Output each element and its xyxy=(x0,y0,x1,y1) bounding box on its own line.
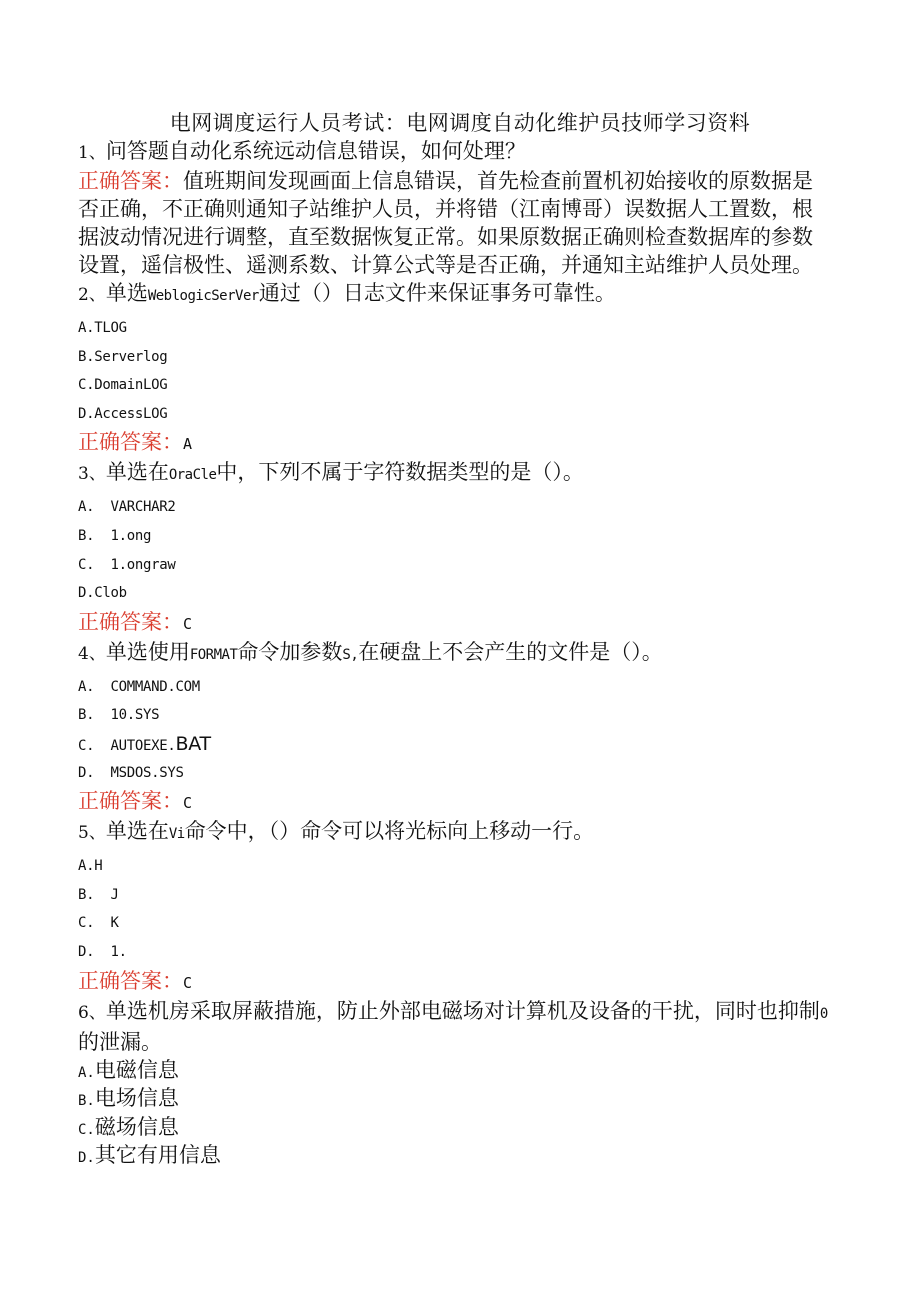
option-a: A. COMMAND.COM xyxy=(78,678,200,695)
question-5 xyxy=(78,817,828,996)
question-stem-pre: 单选 xyxy=(105,281,148,305)
option-text: 磁场信息 xyxy=(94,1114,179,1139)
option-a: A.H xyxy=(78,858,103,875)
option-b: B. 10.SYS xyxy=(78,707,160,724)
question-stem-post: 的泄漏。 xyxy=(78,1029,162,1054)
option-c-main: C. AUTOEXE. xyxy=(78,737,176,754)
question-3 xyxy=(78,458,828,637)
question-stem-pre: 单选使用 xyxy=(105,639,190,664)
option-a xyxy=(78,1056,828,1085)
answer-label: 正确答案： xyxy=(78,169,183,193)
question-5-text xyxy=(78,817,828,848)
question-6 xyxy=(78,997,828,1170)
question-stem-post: 在硬盘上不会产生的文件是（）。 xyxy=(358,639,663,664)
question-stem-term-2: S, xyxy=(342,646,359,663)
question-stem-term: 0 xyxy=(819,1005,828,1022)
option-c: C. K xyxy=(78,915,119,932)
question-stem-post: 中，下列不属于字符数据类型的是（）。 xyxy=(216,460,584,485)
question-4 xyxy=(78,638,828,817)
question-stem-mid: 命令加参数 xyxy=(237,639,343,664)
question-1-text xyxy=(78,137,828,167)
question-stem-post: 通过（）日志文件来保证事务可靠性。 xyxy=(258,281,616,305)
answer-label: 正确答案： xyxy=(78,430,183,455)
option-b xyxy=(78,1084,828,1113)
option-key: B. xyxy=(78,1093,95,1109)
answer-text: 值班期间发现画面上信息错误，首先检查前置机初始接收的原数据是否正确，不正确则通知子站维护人员，并将错（江南博哥）误数据人工置数，根据波动情况进行调整，直至数据恢复正常。如果原数据正确则检查数据库的参数设置，遥信极性、遥测系数、计算公式等是否正确，并通知主站维护人员处理。 xyxy=(78,169,813,277)
question-6-text xyxy=(78,997,828,1056)
option-c-tail: BAT xyxy=(175,732,211,755)
option-text: 其它有用信息 xyxy=(94,1143,221,1167)
answer-value: C xyxy=(183,973,193,992)
question-stem-term: FORMAT xyxy=(189,646,238,663)
answer-label: 正确答案： xyxy=(78,968,183,993)
question-number: 5、 xyxy=(78,823,106,844)
document-body xyxy=(78,137,828,1170)
question-3-options xyxy=(78,493,828,607)
question-stem-term: Vi xyxy=(168,826,185,843)
question-5-options xyxy=(78,852,828,966)
answer-value: C xyxy=(183,794,193,813)
option-b: B. 1.ong xyxy=(78,527,152,544)
option-key: D. xyxy=(78,1150,95,1166)
question-3-text xyxy=(78,458,828,489)
question-3-answer xyxy=(78,608,828,638)
question-stem: 单选机房采取屏蔽措施，防止外部电磁场对计算机及设备的干扰，同时也抑制 xyxy=(105,998,820,1023)
question-4-answer xyxy=(78,787,828,817)
question-number: 3、 xyxy=(78,464,106,485)
option-c xyxy=(78,730,828,759)
question-2-text xyxy=(78,279,828,310)
question-stem-pre: 单选在 xyxy=(105,460,169,485)
question-stem-term: OraCle xyxy=(168,467,217,484)
question-number: 2、 xyxy=(78,285,106,305)
question-number: 4、 xyxy=(78,643,106,664)
option-d xyxy=(78,1141,828,1170)
option-c: C.DomainLOG xyxy=(78,377,168,394)
option-c xyxy=(78,1113,828,1142)
option-key: A. xyxy=(78,1064,95,1081)
answer-value: C xyxy=(183,614,193,633)
option-d: D. 1. xyxy=(78,943,127,960)
question-2-options xyxy=(78,314,828,428)
answer-label: 正确答案： xyxy=(78,609,183,634)
question-2-answer xyxy=(78,428,828,458)
question-2 xyxy=(78,279,828,458)
option-b: B.Serverlog xyxy=(78,348,168,365)
document-title: 电网调度运行人员考试：电网调度自动化维护员技师学习资料 xyxy=(169,111,751,135)
question-6-options xyxy=(78,1056,828,1170)
answer-value: A xyxy=(183,435,193,454)
question-stem-term: WeblogicSerVer xyxy=(147,288,259,304)
option-key: C. xyxy=(78,1121,95,1138)
question-4-text xyxy=(78,638,828,669)
question-1-answer xyxy=(78,167,828,279)
question-4-options xyxy=(78,673,828,787)
question-stem: 问答题自动化系统远动信息错误，如何处理？ xyxy=(105,139,526,163)
option-d: D.Clob xyxy=(78,585,127,602)
question-stem-post: 命令中，（）命令可以将光标向上移动一行。 xyxy=(184,819,595,844)
option-a: A. VARCHAR2 xyxy=(78,499,176,516)
option-d: D.AccessLOG xyxy=(78,405,168,422)
option-c: C. 1.ongraw xyxy=(78,556,176,573)
question-5-answer xyxy=(78,967,828,997)
question-number: 1、 xyxy=(78,143,106,163)
option-text: 电场信息 xyxy=(94,1086,179,1110)
question-stem-pre: 单选在 xyxy=(105,819,169,844)
option-b: B. J xyxy=(78,886,119,903)
option-text: 电磁信息 xyxy=(94,1057,179,1082)
option-d: D. MSDOS.SYS xyxy=(78,764,184,781)
option-a: A.TLOG xyxy=(78,320,127,336)
question-number: 6、 xyxy=(78,1002,106,1023)
answer-label: 正确答案： xyxy=(78,789,183,814)
question-1 xyxy=(78,137,828,279)
